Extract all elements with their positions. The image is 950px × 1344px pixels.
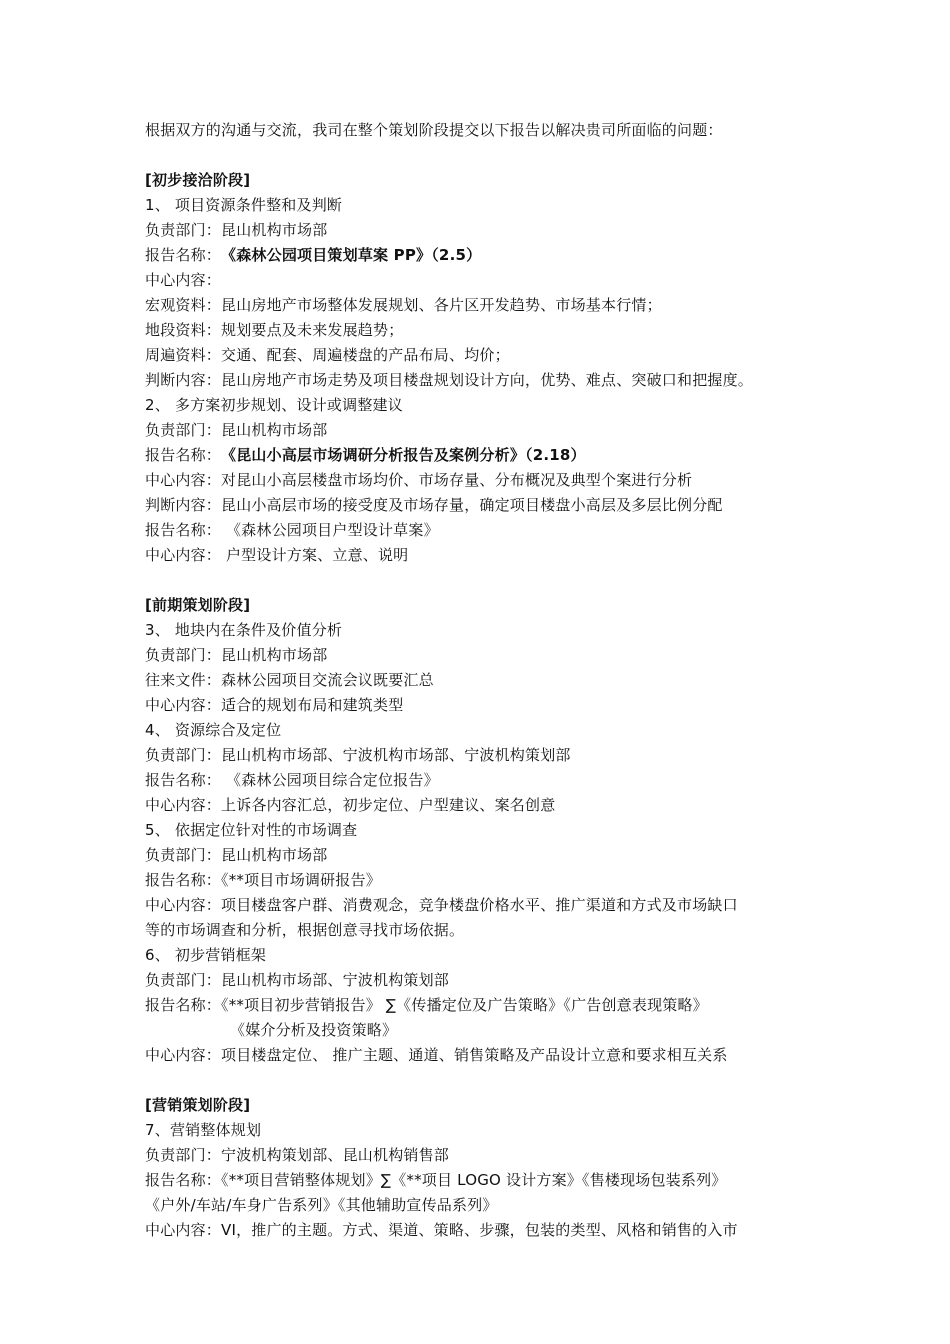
dept-line: 负责部门：昆山机构市场部 — [145, 221, 328, 239]
around-line: 周遍资料：交通、配套、周遍楼盘的产品布局、均价； — [145, 346, 510, 364]
item-heading-2: 2、 多方案初步规划、设计或调整建议 — [145, 396, 403, 414]
document-page — [145, 118, 865, 1243]
center-line: 中心内容：上诉各内容汇总，初步定位、户型建议、案名创意 — [145, 796, 556, 814]
item-heading-4: 4、 资源综合及定位 — [145, 721, 282, 739]
intro-paragraph: 根据双方的沟通与交流，我司在整个策划阶段提交以下报告以解决贵司所面临的问题： — [145, 121, 723, 139]
spacer — [145, 1068, 865, 1093]
center-line: 中心内容：项目楼盘定位、 推广主题、通道、销售策略及产品设计立意和要求相互关系 — [145, 1046, 728, 1064]
spacer — [145, 568, 865, 593]
doc-line: 往来文件：森林公园项目交流会议既要汇总 — [145, 671, 434, 689]
center-line: 中心内容： 户型设计方案、立意、说明 — [145, 546, 409, 564]
center-line: 中心内容：VI，推广的主题。方式、渠道、策略、步骤，包装的类型、风格和销售的入市 — [145, 1221, 738, 1239]
center-line: 中心内容：项目楼盘客户群、消费观念，竞争楼盘价格水平、推广渠道和方式及市场缺口 — [145, 896, 738, 914]
judge-line: 判断内容：昆山小高层市场的接受度及市场存量，确定项目楼盘小高层及多层比例分配 — [145, 496, 723, 514]
report-line: 报告名称：《**项目初步营销报告》 ∑《传播定位及广告策略》《广告创意表现策略》 — [145, 996, 708, 1014]
item-heading-3: 3、 地块内在条件及价值分析 — [145, 621, 343, 639]
dept-line: 负责部门：昆山机构市场部 — [145, 421, 328, 439]
center-line: 中心内容：适合的规划布局和建筑类型 — [145, 696, 404, 714]
stage-title-marketing: [营销策划阶段] — [145, 1096, 251, 1114]
report-title: 《昆山小高层市场调研分析报告及案例分析》（2.18） — [221, 446, 586, 464]
report-title: 《森林公园项目策划草案 PP》（2.5） — [221, 246, 482, 264]
report-line: 报告名称：《**项目市场调研报告》 — [145, 871, 381, 889]
center-line: 中心内容：对昆山小高层楼盘市场均价、市场存量、分布概况及典型个案进行分析 — [145, 471, 693, 489]
dept-line: 负责部门：昆山机构市场部 — [145, 846, 328, 864]
report-line: 报告名称： 《森林公园项目户型设计草案》 — [145, 521, 439, 539]
macro-line: 宏观资料：昆山房地产市场整体发展规划、各片区开发趋势、市场基本行情； — [145, 296, 662, 314]
report-line: 报告名称：《**项目营销整体规划》∑《**项目 LOGO 设计方案》《售楼现场包装系列》 — [145, 1171, 727, 1189]
center-line-continued: 等的市场调查和分析，根据创意寻找市场依据。 — [145, 921, 465, 939]
dept-line: 负责部门：昆山机构市场部、宁波机构市场部、宁波机构策划部 — [145, 746, 571, 764]
site-line: 地段资料：规划要点及未来发展趋势； — [145, 321, 404, 339]
report-line-continued: 《媒介分析及投资策略》 — [230, 1021, 398, 1039]
report-line: 报告名称： 《森林公园项目综合定位报告》 — [145, 771, 439, 789]
dept-line: 负责部门：昆山机构市场部、宁波机构策划部 — [145, 971, 450, 989]
spacer — [145, 143, 865, 168]
center-line: 中心内容： — [145, 271, 222, 289]
report-line — [145, 443, 865, 468]
report-label: 报告名称： — [145, 446, 222, 464]
item-heading-7: 7、营销整体规划 — [145, 1121, 262, 1139]
item-heading-6: 6、 初步营销框架 — [145, 946, 267, 964]
report-label: 报告名称： — [145, 246, 222, 264]
stage-title-early: [前期策划阶段] — [145, 596, 251, 614]
item-heading-1: 1、 项目资源条件整和及判断 — [145, 196, 343, 214]
dept-line: 负责部门：宁波机构策划部、昆山机构销售部 — [145, 1146, 450, 1164]
report-line — [145, 243, 865, 268]
report-line-continued: 《户外/车站/车身广告系列》《其他辅助宣传品系列》 — [145, 1196, 498, 1214]
item-heading-5: 5、 依据定位针对性的市场调查 — [145, 821, 358, 839]
stage-title-initial: [初步接洽阶段] — [145, 171, 251, 189]
dept-line: 负责部门：昆山机构市场部 — [145, 646, 328, 664]
judge-line: 判断内容：昆山房地产市场走势及项目楼盘规划设计方向，优势、难点、突破口和把握度。 — [145, 371, 754, 389]
